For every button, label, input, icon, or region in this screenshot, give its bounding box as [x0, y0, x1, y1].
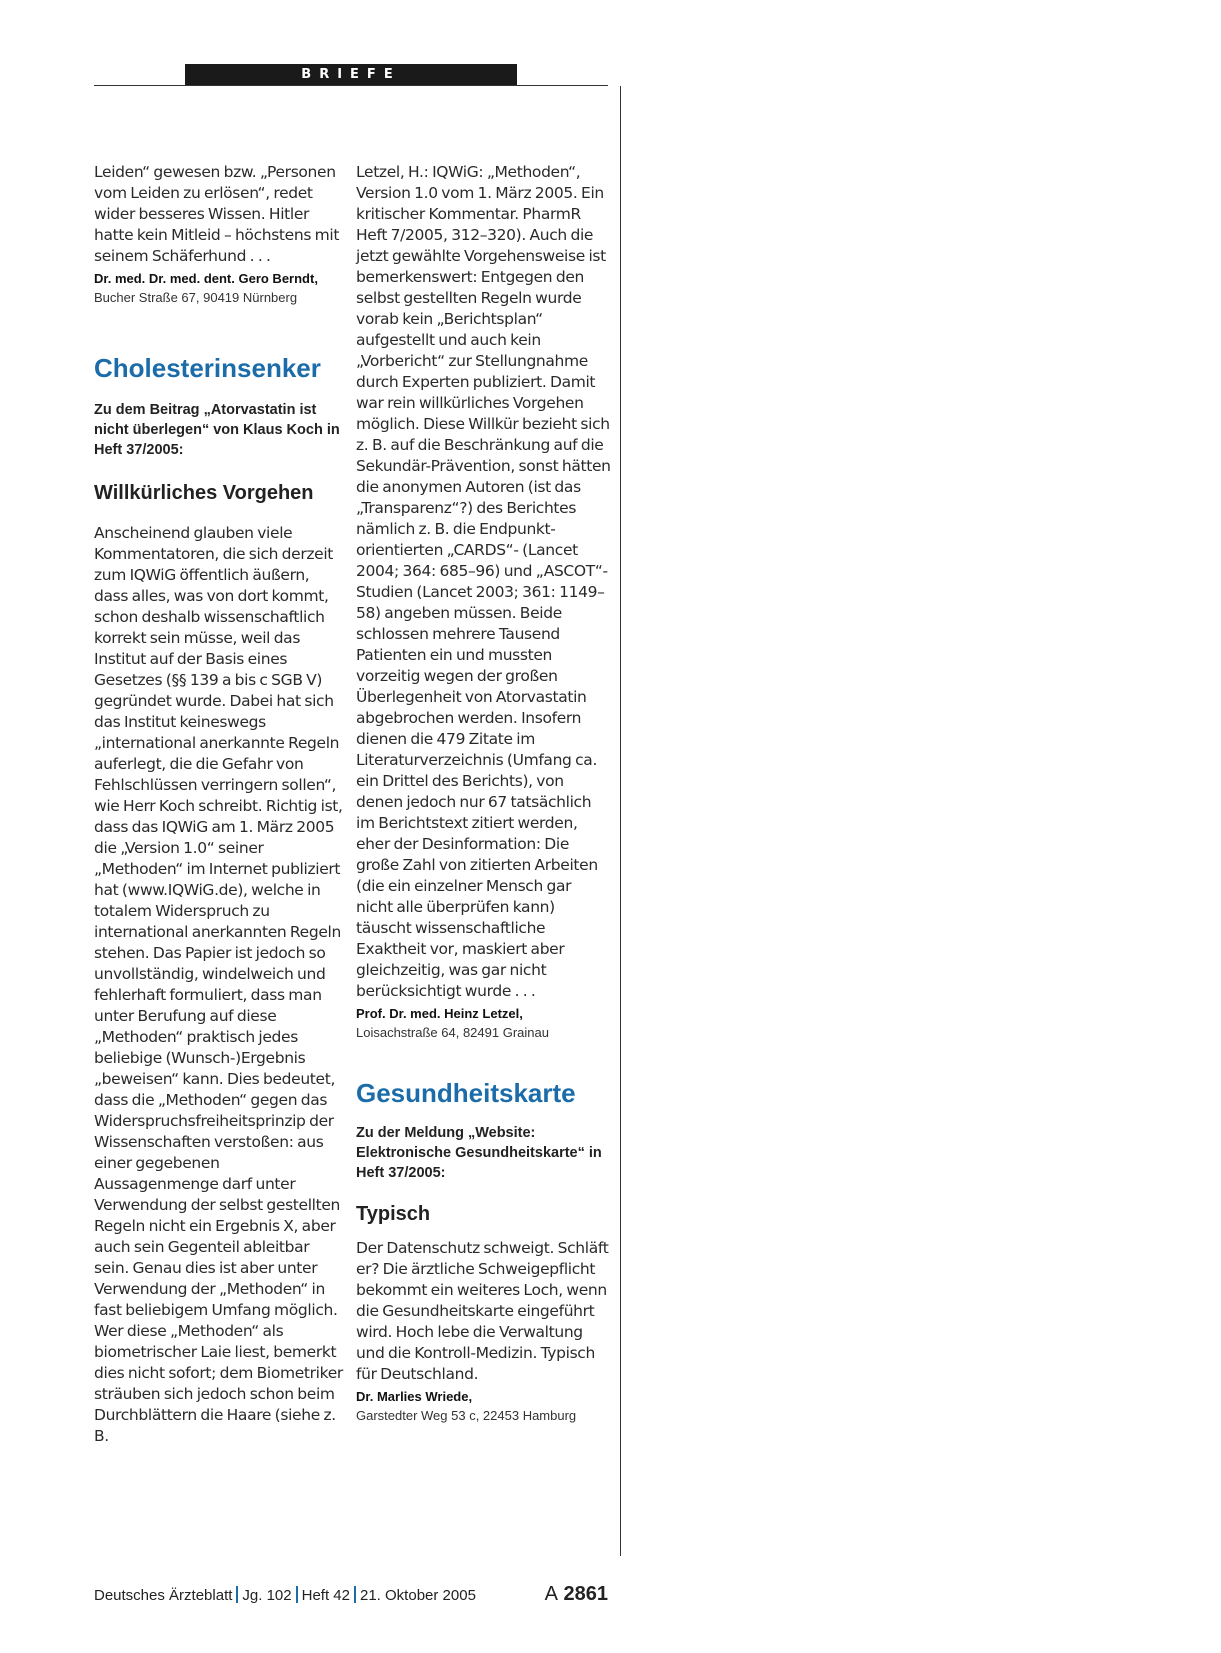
section-intro: Zu der Meldung „Website: Elektronische Gesundheitskarte“ in Heft 37/2005:	[356, 1125, 602, 1181]
journal-volume: Jg. 102	[242, 1587, 292, 1604]
right-column	[356, 162, 611, 1425]
section-intro: Zu dem Beitrag „Atorvastatin ist nicht überlegen“ von Klaus Koch in Heft 37/2005:	[94, 402, 340, 458]
footer-separator	[296, 1586, 298, 1603]
page-prefix: A	[544, 1583, 558, 1605]
journal-name: Deutsches Ärzteblatt	[94, 1587, 233, 1604]
letter-body: Anscheinend glauben viele Kommentatoren, die sich derzeit zum IQWiG öffentlich äußern, dass alles, was von dort kommt, schon deshalb wissenschaftlich korrekt sein müsse, weil das Institut auf der Basis eines Gesetzes (§§ 139 a bis c SGB V) gegründet wurde. Dabei hat sich das Institut keineswegs „international anerkannte Regeln auferlegt, die die Gefahr von Fehlschlüssen verringern sollen“, wie Herr Koch schreibt. Richtig ist, dass das IQWiG am 1. März 2005 die „Version 1.0“ seiner „Methoden“ im Internet publiziert hat (www.IQWiG.de), welche in totalem Widerspruch zu international anerkannten Regeln stehen. Das Papier ist jedoch so unvollständig, windelweich und fehlerhaft formuliert, dass man unter Berufung auf diese „Methoden“ praktisch jedes beliebige (Wunsch-)Ergebnis „beweisen“ kann. Dies bedeutet, dass die „Methoden“ gegen das Widerspruchsfreiheitsprinzip der Wissenschaften verstoßen: aus einer gegebenen Aussagenmenge darf unter Verwendung der selbst gestellten Regeln nicht ein Ergebnis X, aber auch sein Gegenteil ableitbar sein. Genau dies ist aber unter Verwendung der „Methoden“ in fast beliebigem Umfang möglich. Wer diese „Methoden“ als biometrischer Laie liest, bemerkt dies nicht sofort; dem Biometriker sträuben sich jedoch schon beim Durchblättern die Haare (siehe z. B.	[94, 524, 343, 1445]
author-address: Garstedter Weg 53 c, 22453 Hamburg	[356, 1408, 577, 1423]
journal-issue: Heft 42	[301, 1587, 350, 1604]
author-name: Prof. Dr. med. Heinz Letzel,	[356, 1006, 523, 1021]
footer-separator	[236, 1586, 238, 1603]
letter-body: Der Datenschutz schweigt. Schläft er? Die ärztliche Schweigepflicht bekommt ein weiteres Loch, wenn die Gesundheitskarte eingeführt wird. Hoch lebe die Verwaltung und die Kontroll-Medizin. Typisch für Deutschland.	[356, 1239, 609, 1383]
footer-separator	[354, 1586, 356, 1603]
letter-subhead: Typisch	[356, 1203, 431, 1225]
section-title-gesundheitskarte: Gesundheitskarte	[356, 1078, 576, 1108]
author-address: Loisachstraße 64, 82491 Grainau	[356, 1025, 549, 1040]
letter-continuation: Leiden“ gewesen bzw. „Personen vom Leiden zu erlösen“, redet wider besseres Wissen. Hitler hatte kein Mitleid – höchstens mit seinem Schäferhund . . .	[94, 163, 340, 265]
column-rule	[620, 86, 621, 1556]
author-name: Dr. Marlies Wriede,	[356, 1389, 473, 1404]
page-footer	[94, 1583, 608, 1605]
issue-date: 21. Oktober 2005	[360, 1587, 476, 1604]
section-header: BRIEFE	[185, 64, 517, 85]
left-column	[94, 162, 344, 1447]
author-name: Dr. med. Dr. med. dent. Gero Berndt,	[94, 271, 318, 286]
author-address: Bucher Straße 67, 90419 Nürnberg	[94, 290, 298, 305]
letter-author	[356, 1387, 611, 1425]
letter-subhead: Willkürliches Vorgehen	[94, 482, 314, 504]
letter-author	[94, 269, 344, 307]
header-rule	[94, 85, 608, 86]
letter-author	[356, 1004, 611, 1042]
section-title-cholesterinsenker: Cholesterinsenker	[94, 353, 321, 383]
page-number-value: 2861	[563, 1583, 608, 1605]
letter-body-continued: Letzel, H.: IQWiG: „Methoden“, Version 1.0 vom 1. März 2005. Ein kritischer Kommentar. PharmR Heft 7/2005, 312–320). Auch die jetzt gewählte Vorgehensweise ist bemerkenswert: Entgegen den selbst gestellten Regeln wurde vorab kein „Berichtsplan“ aufgestellt und auch kein „Vorbericht“ zur Stellungnahme durch Experten publiziert. Damit war rein willkürliches Vorgehen möglich. Diese Willkür bezieht sich z. B. auf die Beschränkung auf die Sekundär-Prävention, sonst hätten die anonymen Autoren (ist das „Transparenz“?) des Berichtes nämlich z. B. die Endpunkt-orientierten „CARDS“- (Lancet 2004; 364: 685–96) und „ASCOT“-Studien (Lancet 2003; 361: 1149–58) angeben müssen. Beide schlossen mehrere Tausend Patienten ein und mussten vorzeitig wegen der großen Überlegenheit von Atorvastatin abgebrochen werden. Insofern dienen die 479 Zitate im Literaturverzeichnis (Umfang ca. ein Drittel des Berichts), von denen jedoch nur 67 tatsächlich im Berichtstext zitiert werden, eher der Desinformation: Die große Zahl von zitierten Arbeiten (die ein einzelner Mensch gar nicht alle überprüfen kann) täuscht wissenschaftliche Exaktheit vor, maskiert aber gleichzeitig, was gar nicht berücksichtigt wurde . . .	[356, 163, 611, 1000]
page-number	[545, 1583, 608, 1606]
